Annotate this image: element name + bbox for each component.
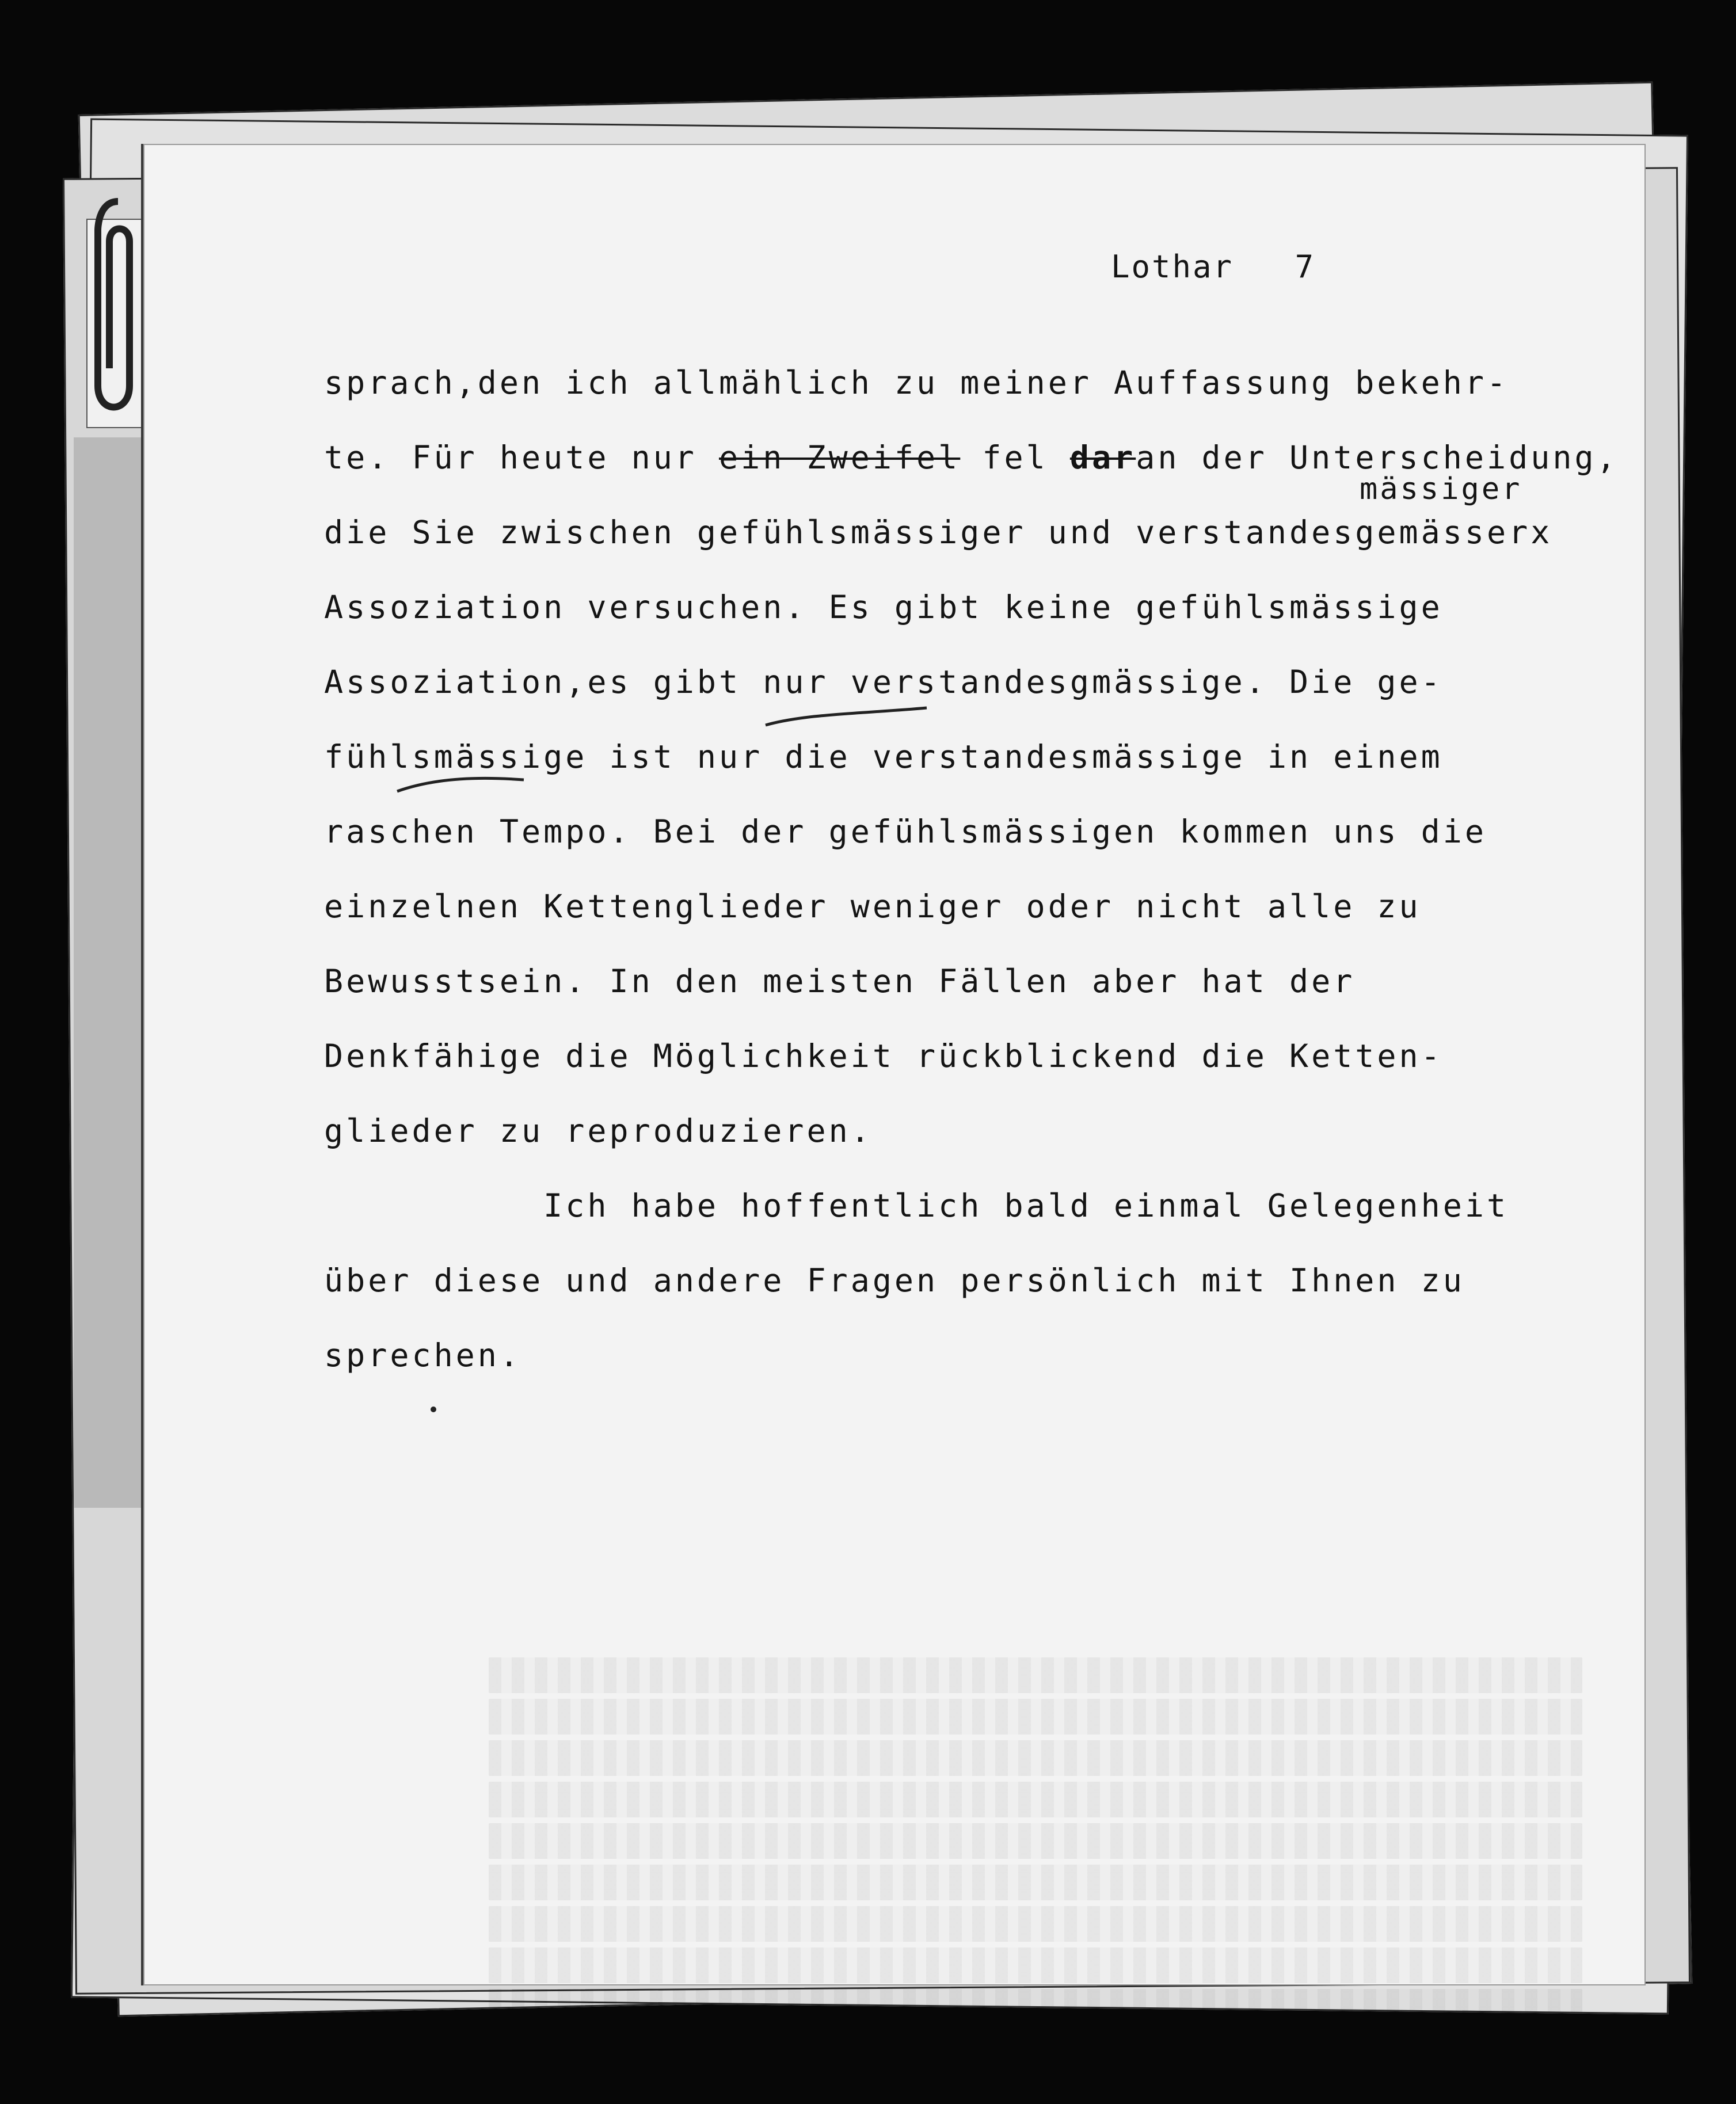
ink-dot [431,1407,436,1412]
struck-text: dar [1069,439,1136,476]
text-line-14: sprechen. [324,1337,522,1374]
text-line-1: sprach,den ich allmählich zu meiner Auffassung bekehr- [324,364,1509,401]
struck-text: ein Zweifel [719,439,961,476]
text-line-8: einzelnen Kettenglieder weniger oder nicht alle zu [324,888,1421,925]
text-line-2-start: te. Für heute nur [324,439,719,476]
text-line-4: Assoziation versuchen. Es gibt keine gefühlsmässige [324,589,1443,626]
text-line-13: über diese und andere Fragen persönlich mit Ihnen zu [324,1262,1465,1299]
paperclip-icon [86,196,138,426]
bleed-through-text [489,1652,1582,2055]
text-line-3: die Sie zwischen gefühlsmässiger und verstandesgemässerx [324,514,1553,551]
text-line-9: Bewusstsein. In den meisten Fällen aber hat der [324,963,1356,1000]
text-line-2-end: an der Unterscheidung, [1136,439,1619,476]
text-line-6: fühlsmässige ist nur die verstandesmässige in einem [324,738,1443,775]
folder-strip [74,437,144,1508]
pen-underline-mark [391,765,530,800]
text-line-12: Ich habe hoffentlich bald einmal Gelegenheit [324,1187,1509,1224]
pen-underline-mark [760,691,932,737]
text-line-5: Assoziation,es gibt nur verstandesgmässige. Die ge- [324,664,1443,700]
text-line-11: glieder zu reproduzieren. [324,1112,873,1149]
text-line-7: raschen Tempo. Bei der gefühlsmässigen kommen uns die [324,813,1487,850]
correction-above: mässiger [1360,472,1522,506]
page-header: Lothar 7 [1111,249,1316,285]
text-line-10: Denkfähige die Möglichkeit rückblickend die Ketten- [324,1038,1443,1074]
text-line-2: te. Für heute nur ein Zweifel fel daran der Unterscheidung, [324,439,1619,476]
